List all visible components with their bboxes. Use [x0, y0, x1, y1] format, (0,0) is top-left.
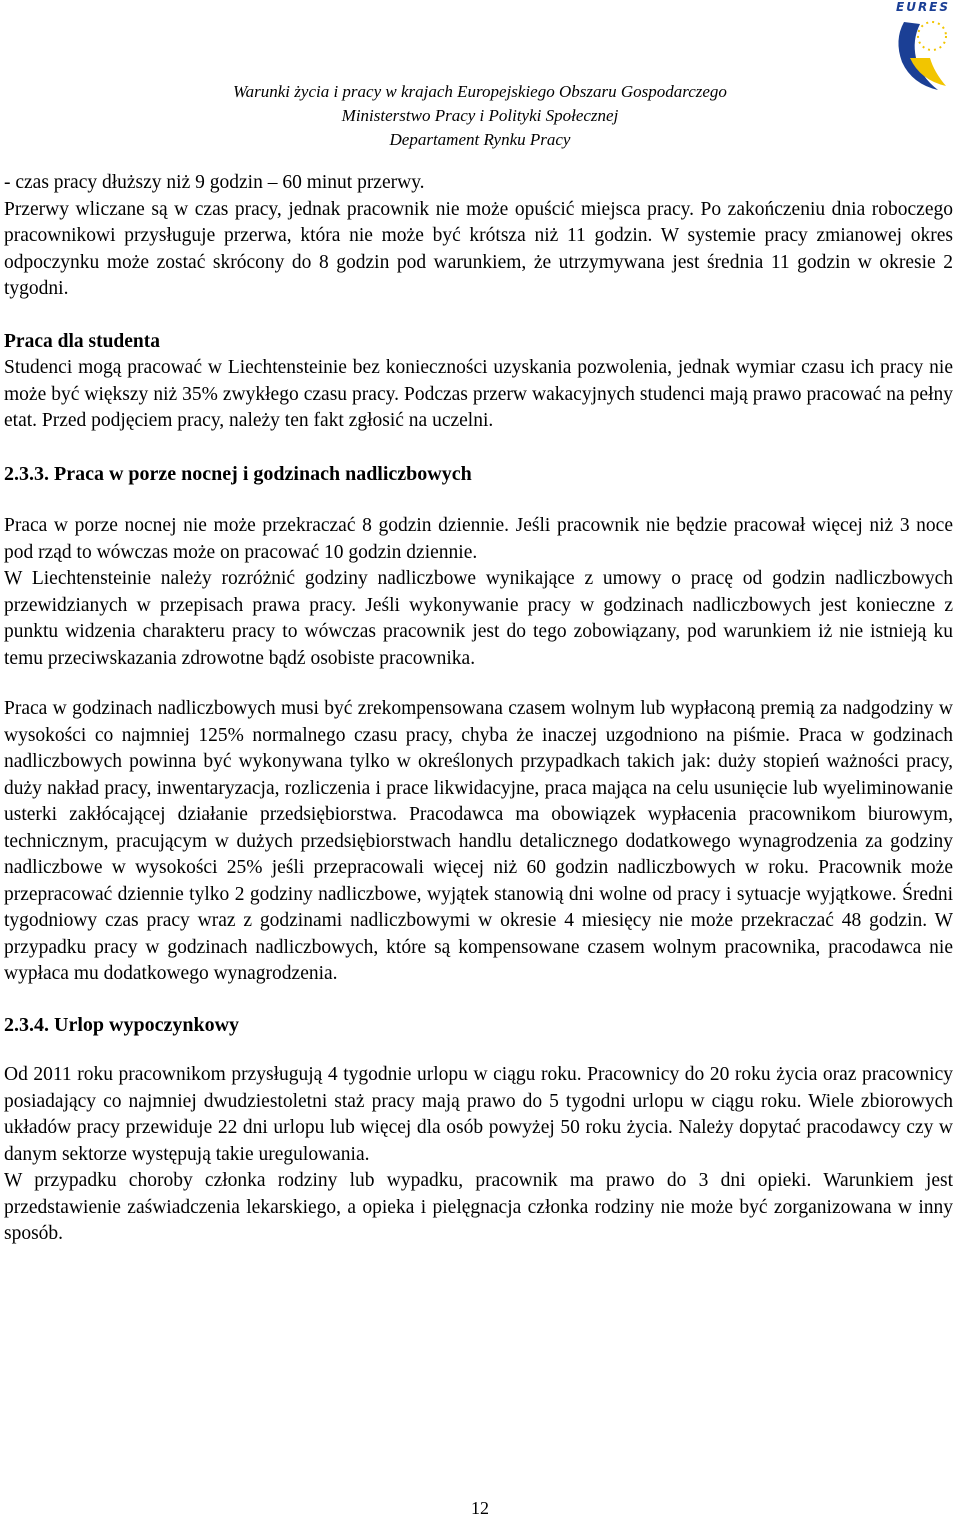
document-header — [0, 80, 960, 152]
paragraph-vacation: Od 2011 roku pracownikom przysługują 4 tygodnie urlopu w ciągu roku. Pracownicy do 20 roku życia oraz pracownicy posiadający co najmniej dwudziestoletni staż pracy mają prawo do 5 tygodni urlopu w ciągu roku. Wiele zbiorowych układów pracy przewiduje 22 dni urlopu lub więcej dla osób powyżej 50 roku życia. Należy dopytać pracodawcy czy w danym sektorze występują takie uregulowania. — [4, 1064, 953, 1165]
paragraph-breaks: Przerwy wliczane są w czas pracy, jednak pracownik nie może opuścić miejsca pracy. Po zakończeniu dnia roboczego pracownikowi przysługuje przerwa, która nie może być krótsza niż 11 godzin. W systemie pracy zmianowej okres odpoczynku może zostać skrócony do 8 godzin pod warunkiem, że utrzymywana jest średnia 11 godzin w okresie 2 tygodni. — [4, 198, 953, 299]
list-item: - czas pracy dłuższy niż 9 godzin – 60 minut przerwy. — [4, 172, 425, 193]
header-ministry: Ministerstwo Pracy i Polityki Społecznej — [341, 106, 619, 125]
header-title: Warunki życia i pracy w krajach Europejskiego Obszaru Gospodarczego — [233, 82, 727, 101]
section-title-vacation: 2.3.4. Urlop wypoczynkowy — [4, 1013, 240, 1036]
logo-text: EURES — [896, 0, 951, 14]
page-number: 12 — [471, 1498, 489, 1518]
header-department: Departament Rynku Pracy — [389, 130, 571, 149]
document-body — [4, 170, 953, 1248]
paragraph-care-leave: W przypadku choroby członka rodziny lub wypadku, pracownik ma prawo do 3 dni opieki. Warunkiem jest przedstawienie zaświadczenia lekarskiego, a opieka i pielęgnacja członka rodziny nie może być zorganizowana w inny sposób. — [4, 1170, 953, 1244]
student-heading: Praca dla studenta — [4, 330, 160, 352]
paragraph-night-work: Praca w porze nocnej nie może przekraczać 8 godzin dziennie. Jeśli pracownik nie będzie pracował więcej niż 3 noce pod rząd to wówczas może on pracować 10 godzin dziennie. — [4, 515, 953, 563]
section-title-night-work: 2.3.3. Praca w porze nocnej i godzinach nadliczbowych — [4, 462, 472, 485]
paragraph-student: Studenci mogą pracować w Liechtensteinie bez konieczności uzyskania pozwolenia, jednak wymiar czasu ich pracy nie może być większy niż 35% zwykłego czasu pracy. Podczas przerw wakacyjnych studenci mają prawo pracować na pełny etat. Przed podjęciem pracy, należy ten fakt zgłosić na uczelni. — [4, 357, 953, 431]
paragraph-overtime-compensation: Praca w godzinach nadliczbowych musi być zrekompensowana czasem wolnym lub wypłaconą premią za nadgodziny w wysokości co najmniej 125% normalnego czasu pracy, chyba że inaczej uzgodniono na piśmie. Praca w godzinach nadliczbowych powinna być wykonywana tylko w określonych przypadkach takich jak: duży stopień ważności pracy, duży nakład pracy, inwentaryzacja, rozliczenia i prace likwidacyjne, praca mająca na celu usunięcie lub wyeliminowanie usterki zakłócającej działanie przedsiębiorstwa. Pracodawca ma obowiązek wypłacenia pracownikom biurowym, technicznym, pracującym w dużych przedsiębiorstwach handlu detalicznego dodatkowego wynagrodzenia za godziny nadliczbowe w wysokości 25% jeśli przepracowali więcej niż 60 godzin nadliczbowych w roku. Pracownik może przepracować dziennie tylko 2 godziny nadliczbowe, wyjątek stanowią dni wolne od pracy i sytuacje wyjątkowe. Średni tygodniowy czas pracy wraz z godzinami nadliczbowymi w okresie 4 miesięcy nie może przekraczać 48 godzin. W przypadku pracy w godzinach nadliczbowych, które są kompensowane czasem wolnym pracownika, pracodawca nie wypłaca mu dodatkowego wynagrodzenia. — [4, 698, 953, 984]
paragraph-overtime-types: W Liechtensteinie należy rozróżnić godziny nadliczbowe wynikające z umowy o pracę od godzin nadliczbowych przewidzianych w przepisach prawa pracy. Jeśli wykonywanie pracy w godzinach nadliczbowych jest konieczne z punktu widzenia charakteru pracy to wówczas pracownik jest do tego zobowiązany, pod warunkiem iż nie istnieją ku temu przeciwskazania zdrowotne bądź osobiste pracownika. — [4, 568, 953, 669]
